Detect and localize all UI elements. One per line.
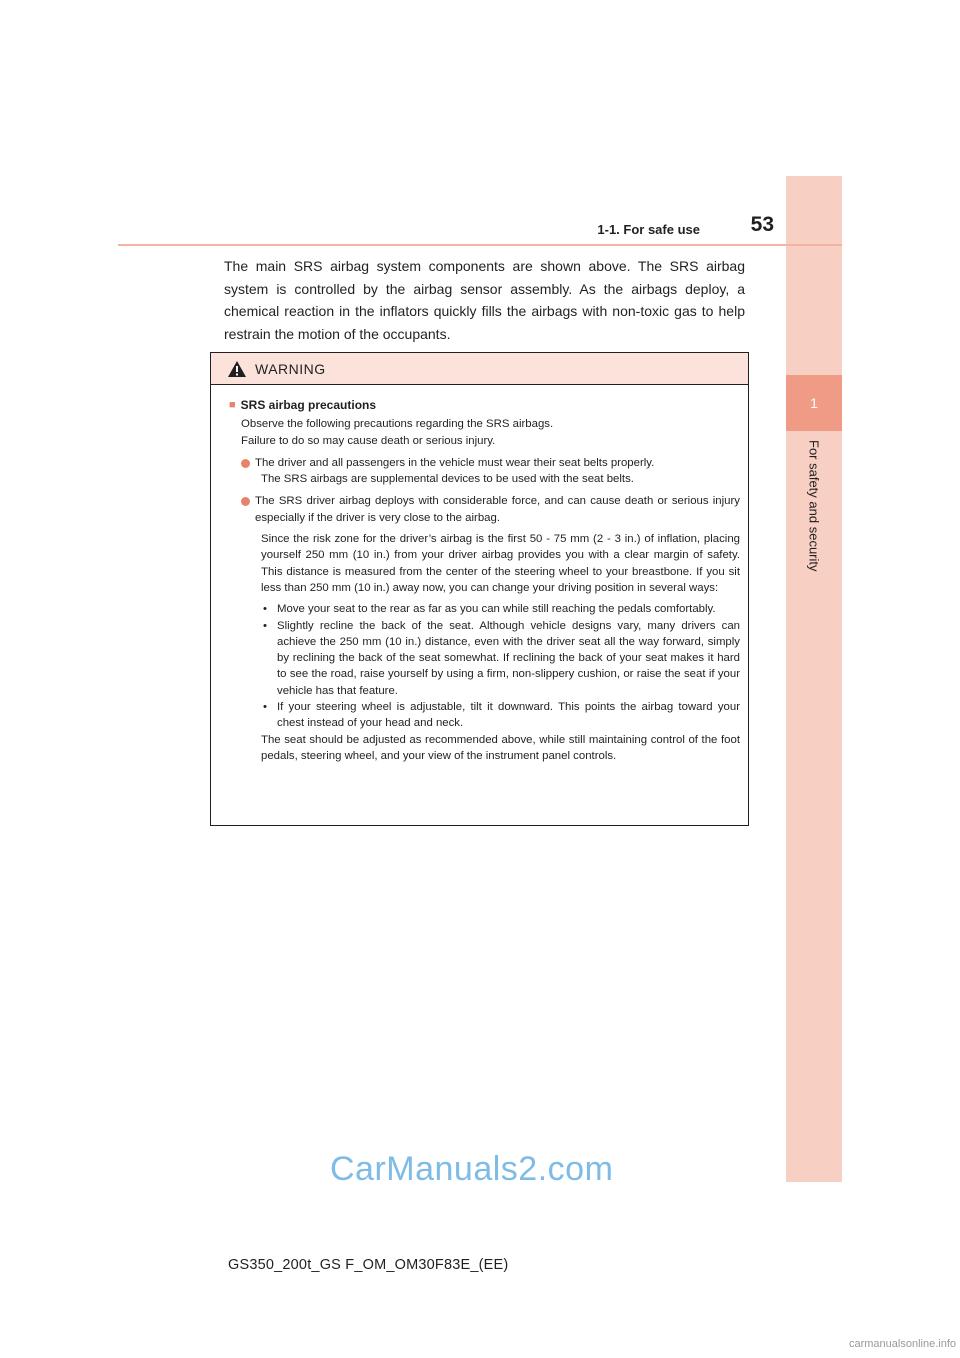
header-divider — [118, 244, 842, 246]
adjustment-list — [261, 601, 740, 731]
list-item: • If your steering wheel is adjustable, tilt it downward. This points the airbag toward your chest instead of your head and neck. — [261, 699, 740, 732]
manual-code: GS350_200t_GS F_OM_OM30F83E_(EE) — [228, 1257, 509, 1273]
precaution-intro-1: Observe the following precautions regarding the SRS airbags. — [241, 418, 554, 431]
chapter-title: For safety and security — [806, 440, 822, 572]
list-item: • Slightly recline the back of the seat. Although vehicle designs vary, many drivers can achieve the 250 mm (10 in.) distance, even with the driver seat all the way forward, simply by reclining the back of the seat somewhat. If reclining the back of your seat makes it hard to see the road, raise yourself by using a firm, non-slippery cushion, or raise the seat if your vehicle has that feature. — [261, 618, 740, 699]
watermark-logo: CarManuals2.com — [330, 1150, 614, 1188]
footer-url[interactable]: carmanualsonline.info — [848, 1338, 956, 1350]
warning-triangle-icon — [227, 360, 247, 378]
list-item-text: If your steering wheel is adjustable, tilt it downward. This points the airbag toward your chest instead of your head and neck. — [277, 701, 740, 730]
precaution-item-subtext: Since the risk zone for the driver’s airbag is the first 50 - 75 mm (2 - 3 in.) of inflation, placing yourself 250 mm (10 in.) from your driver airbag provides you with a clear margin of safety. This distance is measured from the center of the steering wheel to your breastbone. If you sit less than 250 mm (10 in.) away now, you can change your driving position in several ways: — [261, 533, 740, 594]
side-chapter-tab — [786, 176, 842, 1182]
precaution-item-subtext: The SRS airbags are supplemental devices to be used with the seat belts. — [261, 473, 634, 486]
circle-bullet-icon — [241, 459, 250, 468]
section-title: 1-1. For safe use — [597, 222, 700, 237]
precaution-heading — [229, 397, 740, 413]
list-item-text: Slightly recline the back of the seat. Although vehicle designs vary, many drivers can achieve the 250 mm (10 in.) distance, even with the driver seat all the way forward, simply by reclining the back of the seat somewhat. If reclining the back of your seat makes it hard to see the road, raise yourself by using a firm, non-slippery cushion, or raise the seat if your vehicle has that feature. — [277, 619, 740, 697]
circle-bullet-icon — [241, 497, 250, 506]
precaution-item — [229, 455, 740, 471]
warning-body — [211, 385, 748, 764]
chapter-number-tab — [786, 375, 842, 431]
chapter-number: 1 — [810, 395, 818, 411]
page-number: 53 — [750, 213, 774, 236]
precaution-item-text: The driver and all passengers in the vehicle must wear their seat belts properly. — [255, 456, 655, 469]
intro-paragraph — [224, 255, 745, 345]
warning-title: WARNING — [255, 360, 326, 377]
precaution-item-text: The SRS driver airbag deploys with considerable force, and can cause death or serious injury especially if the driver is very close to the airbag. — [255, 495, 740, 524]
list-item-text: Move your seat to the rear as far as you can while still reaching the pedals comfortably. — [277, 603, 716, 616]
square-bullet-icon: ■ — [229, 399, 236, 411]
list-item: • Move your seat to the rear as far as you can while still reaching the pedals comfortably. — [261, 601, 740, 617]
precaution-heading-text: SRS airbag precautions — [240, 398, 377, 412]
warning-box — [210, 352, 749, 826]
precaution-item — [229, 493, 740, 526]
precaution-intro-2: Failure to do so may cause death or serious injury. — [241, 434, 496, 447]
closing-note: The seat should be adjusted as recommended above, while still maintaining control of the foot pedals, steering wheel, and your view of the instrument panel controls. — [261, 733, 740, 762]
intro-text: The main SRS airbag system components are shown above. The SRS airbag system is controlled by the airbag sensor assembly. As the airbags deploy, a chemical reaction in the inflators quickly fills the airbags with non-toxic gas to help restrain the motion of the occupants. — [224, 258, 745, 342]
warning-header — [211, 353, 748, 385]
